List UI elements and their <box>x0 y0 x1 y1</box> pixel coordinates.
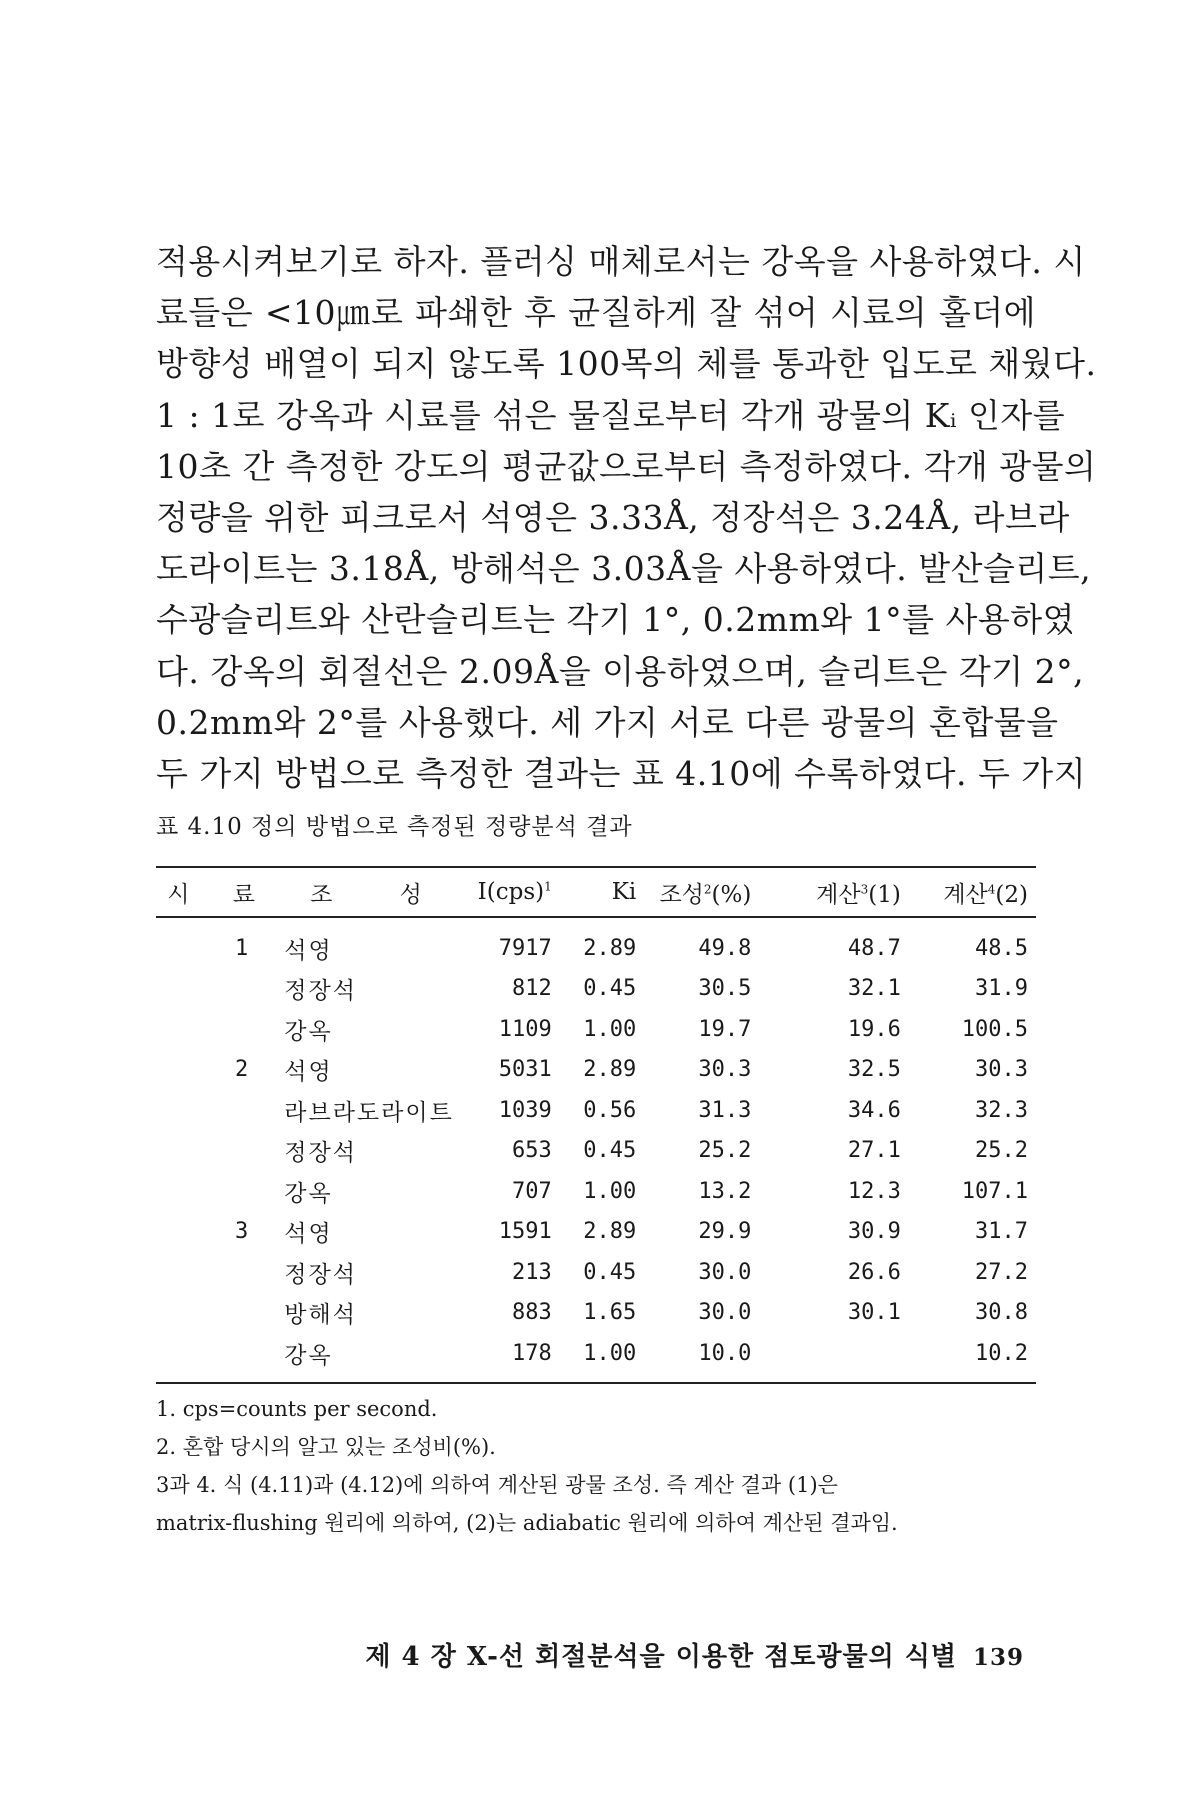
header-composition-pct: 조성$^2$(%) <box>659 881 752 908</box>
cell-ki: 2.89 <box>583 1057 637 1083</box>
cell-intensity: 653 <box>512 1138 552 1164</box>
paragraph-line: 정량을 위한 피크로서 석영은 3.33Å, 정장석은 3.24Å, 라브라 <box>156 498 1070 538</box>
cell-calc-1: 19.6 <box>847 1016 901 1042</box>
cell-sample <box>156 1333 284 1383</box>
body-paragraph <box>156 236 1097 799</box>
cell-calc-1: 34.6 <box>847 1097 901 1123</box>
cell-calc-1: 12.3 <box>847 1178 901 1204</box>
cell-calc-1: 30.9 <box>847 1219 901 1245</box>
header-ki: Ki <box>611 879 637 905</box>
cell-mineral: 강옥 <box>284 1180 333 1207</box>
results-table-container <box>156 866 1036 1384</box>
table-row <box>156 1212 1036 1253</box>
paragraph-line: 다. 강옥의 회절선은 2.09Å을 이용하였으며, 슬리트은 각기 2°, <box>156 651 1085 691</box>
cell-calc-1: 32.1 <box>847 976 901 1002</box>
paragraph-line: 두 가지 방법으로 측정한 결과는 표 4.10에 수록하였다. 두 가지 <box>156 754 1087 794</box>
paragraph-line: 방향성 배열이 되지 않도록 100목의 체를 통과한 입도로 채웠다. <box>156 344 1097 384</box>
cell-ki: 0.45 <box>583 976 637 1002</box>
cell-ki: 0.45 <box>583 1259 637 1285</box>
cell-mineral: 석영 <box>284 937 333 964</box>
cell-calc-2: 30.3 <box>975 1057 1028 1083</box>
table-row <box>156 917 1036 969</box>
cell-calc-2: 30.8 <box>975 1300 1028 1326</box>
cell-ki: 0.56 <box>583 1097 637 1123</box>
quantitative-analysis-table <box>156 866 1036 1384</box>
paragraph-line: 1 : 1로 강옥과 시료를 섞은 물질로부터 각개 광물의 Kᵢ 인자를 <box>156 395 1066 435</box>
page-footer <box>365 1636 1024 1673</box>
table-row <box>156 1050 1036 1091</box>
cell-composition-pct: 13.2 <box>698 1178 752 1204</box>
cell-calc-2: 32.3 <box>975 1097 1028 1123</box>
chapter-title: 제 4 장 X-선 회절분석을 이용한 점토광물의 식별 <box>365 1642 957 1672</box>
cell-mineral: 정장석 <box>284 1140 357 1167</box>
cell-calc-1: 26.6 <box>847 1259 901 1285</box>
page-number: 139 <box>972 1644 1024 1671</box>
cell-intensity: 178 <box>478 1333 552 1383</box>
cell-composition-pct: 10.0 <box>636 1333 751 1383</box>
cell-composition-pct: 30.0 <box>698 1300 752 1326</box>
table-row <box>156 1131 1036 1172</box>
paragraph-line: 료들은 <10㎛로 파쇄한 후 균질하게 잘 섞어 시료의 홀더에 <box>156 293 1036 333</box>
cell-mineral: 석영 <box>284 1221 333 1248</box>
table-row <box>156 1293 1036 1334</box>
table-row <box>156 1252 1036 1293</box>
cell-intensity: 1109 <box>498 1016 552 1042</box>
cell-mineral: 강옥 <box>284 1333 477 1383</box>
cell-sample <box>156 1171 284 1212</box>
table-footnotes <box>156 1390 1056 1542</box>
cell-sample <box>156 1090 284 1131</box>
cell-calc-2: 48.5 <box>975 935 1028 961</box>
cell-calc-2: 100.5 <box>961 1016 1028 1042</box>
cell-mineral: 정장석 <box>284 978 357 1005</box>
cell-mineral: 방해석 <box>284 1302 357 1329</box>
cell-composition-pct: 29.9 <box>698 1219 752 1245</box>
cell-ki: 0.45 <box>583 1138 637 1164</box>
footnote: 3과 4. 식 (4.11)과 (4.12)에 의하여 계산된 광물 조성. 즉 계산 결과 (1)은 <box>156 1473 838 1497</box>
footnote: matrix-flushing 원리에 의하여, (2)는 adiabatic 원리에 의하여 계산된 결과임. <box>156 1511 898 1535</box>
cell-calc-2: 27.2 <box>975 1259 1028 1285</box>
table-row <box>156 1171 1036 1212</box>
cell-ki: 1.65 <box>583 1300 637 1326</box>
cell-calc-1: 30.1 <box>847 1300 901 1326</box>
cell-intensity: 883 <box>512 1300 552 1326</box>
cell-intensity: 213 <box>512 1259 552 1285</box>
cell-calc-2: 107.1 <box>961 1178 1028 1204</box>
table-header-row <box>156 867 1036 917</box>
cell-composition-pct: 49.8 <box>698 935 752 961</box>
cell-sample <box>156 969 284 1010</box>
cell-intensity: 707 <box>512 1178 552 1204</box>
paragraph-line: 도라이트는 3.18Å, 방해석은 3.03Å을 사용하였다. 발산슬리트, <box>156 549 1092 589</box>
table-row <box>156 1009 1036 1050</box>
cell-ki: 1.00 <box>552 1333 637 1383</box>
cell-composition-pct: 31.3 <box>698 1097 752 1123</box>
cell-mineral: 석영 <box>284 1059 333 1086</box>
cell-calc-1: 32.5 <box>847 1057 901 1083</box>
cell-intensity: 1039 <box>498 1097 552 1123</box>
paragraph-line: 수광슬리트와 산란슬리트는 각기 1°, 0.2mm와 1°를 사용하였 <box>156 600 1076 640</box>
cell-calc-1 <box>751 1333 900 1383</box>
table-row <box>156 969 1036 1010</box>
cell-calc-1: 48.7 <box>847 935 901 961</box>
footnote: 2. 혼합 당시의 알고 있는 조성비(%). <box>156 1435 496 1459</box>
header-intensity: I(cps)$^1$ <box>477 879 552 905</box>
cell-ki: 2.89 <box>583 935 637 961</box>
header-calc-1: 계산$^3$(1) <box>816 881 901 908</box>
cell-calc-1: 27.1 <box>847 1138 901 1164</box>
cell-intensity: 812 <box>512 976 552 1002</box>
paragraph-line: 10초 간 측정한 강도의 평균값으로부터 측정하였다. 각개 광물의 <box>156 446 1097 486</box>
cell-calc-2: 10.2 <box>901 1333 1036 1383</box>
cell-sample <box>156 1131 284 1172</box>
cell-mineral: 정장석 <box>284 1261 357 1288</box>
table-row <box>156 1090 1036 1131</box>
cell-composition-pct: 19.7 <box>698 1016 752 1042</box>
cell-calc-2: 31.9 <box>975 976 1028 1002</box>
cell-intensity: 1591 <box>498 1219 552 1245</box>
cell-composition-pct: 25.2 <box>698 1138 752 1164</box>
cell-sample: 2 <box>235 1057 249 1083</box>
cell-ki: 2.89 <box>583 1219 637 1245</box>
cell-ki: 1.00 <box>583 1016 637 1042</box>
cell-calc-2: 31.7 <box>975 1219 1028 1245</box>
cell-sample: 3 <box>235 1219 249 1245</box>
header-composition: 조 성 <box>310 881 452 908</box>
table-body <box>156 917 1036 1383</box>
paragraph-line: 적용시켜보기로 하자. 플러싱 매체로서는 강옥을 사용하였다. 시 <box>156 242 1086 281</box>
cell-ki: 1.00 <box>583 1178 637 1204</box>
cell-sample <box>156 1252 284 1293</box>
cell-mineral: 라브라도라이트 <box>284 1099 454 1126</box>
cell-mineral: 강옥 <box>284 1018 333 1045</box>
table-row <box>156 1333 1036 1383</box>
cell-sample: 1 <box>235 935 249 961</box>
cell-intensity: 5031 <box>498 1057 552 1083</box>
cell-sample <box>156 1293 284 1334</box>
table-caption: 표 4.10 정의 방법으로 측정된 정량분석 결과 <box>156 814 633 840</box>
footnote: 1. cps=counts per second. <box>156 1397 438 1421</box>
cell-calc-2: 25.2 <box>975 1138 1028 1164</box>
header-calc-2: 계산$^4$(2) <box>943 881 1028 908</box>
cell-composition-pct: 30.5 <box>698 976 752 1002</box>
cell-intensity: 7917 <box>498 935 552 961</box>
header-sample: 시 료 <box>167 881 274 908</box>
cell-sample <box>156 1009 284 1050</box>
paragraph-line: 0.2mm와 2°를 사용했다. 세 가지 서로 다른 광물의 혼합물을 <box>156 702 1059 742</box>
cell-composition-pct: 30.0 <box>698 1259 752 1285</box>
cell-composition-pct: 30.3 <box>698 1057 752 1083</box>
